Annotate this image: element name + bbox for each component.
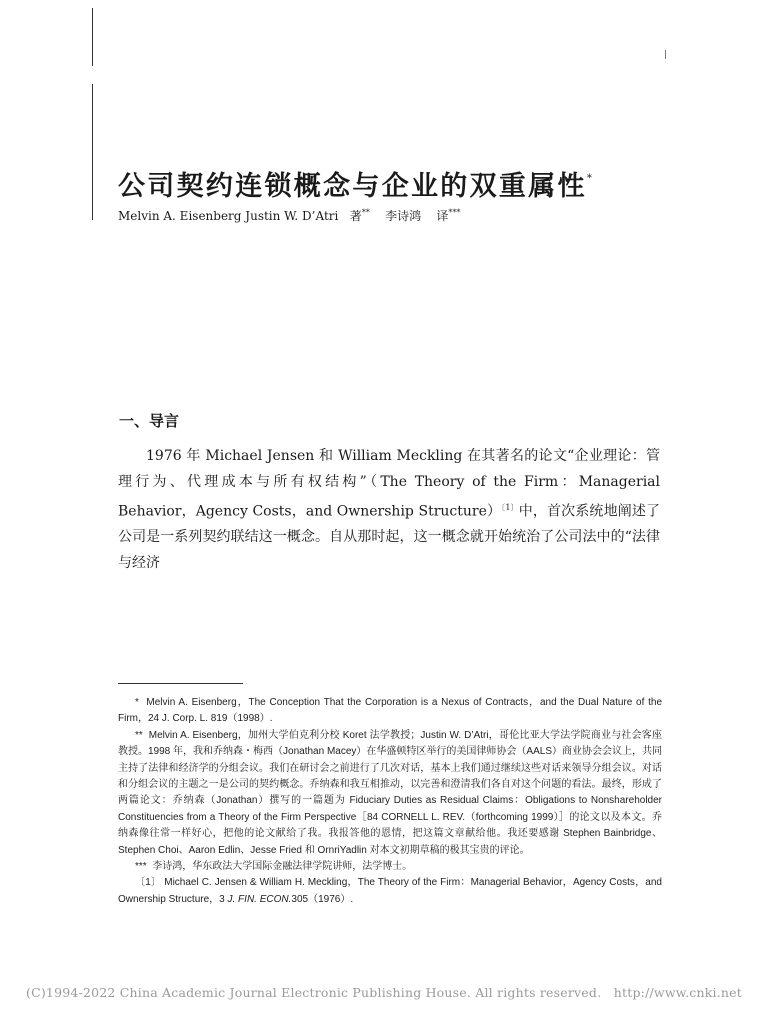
- article-title: [118, 164, 592, 203]
- paragraph-text-after-ref: 中，首次系统地阐述了公司是一系列契约联结这一概念。自从那时起，这一概念就开始统治了公司法中的“法律与经济: [118, 503, 661, 571]
- footnote-4-journal: J. FIN. ECON.: [227, 893, 292, 905]
- footnote-separator: [118, 683, 243, 684]
- reference-marker: 〔1〕: [501, 503, 519, 512]
- translator-name: 李诗鸿: [385, 209, 422, 223]
- author-line: [118, 207, 460, 224]
- footnote-3: [118, 859, 662, 875]
- footnote-1-text: Melvin A. Eisenberg，The Conception That the Corporation is a Nexus of Contracts，and the Dual Nature of the Firm，24 J. Corp. L. 819（1998）.: [118, 697, 662, 725]
- copyright-watermark: [0, 985, 768, 1000]
- footnote-4-text-end: 305（1976）.: [291, 893, 354, 905]
- title-text: 公司契约连锁概念与企业的双重属性: [118, 171, 587, 202]
- copyright-text: (C)1994-2022 China Academic Journal Electronic Publishing House. All rights reserved.: [26, 985, 602, 1000]
- margin-rule-title: [92, 84, 93, 220]
- footnote-4-text: Michael C. Jensen & William H. Meckling，The Theory of the Firm：Managerial Behavior，Agency Costs，and Ownership Structure，3: [118, 877, 662, 905]
- footnote-4: [118, 875, 662, 908]
- footnote-1-marker: *: [135, 697, 139, 708]
- footnote-4-marker: 〔1〕: [135, 877, 162, 889]
- translator-role: 译: [436, 209, 449, 223]
- scan-mark: [665, 50, 666, 59]
- section-heading: 一、导言: [119, 412, 180, 430]
- author-footnote-marker: **: [361, 208, 370, 217]
- body-paragraph: [118, 444, 660, 576]
- title-footnote-marker: *: [586, 173, 592, 184]
- footnote-2-text: Melvin A. Eisenberg，加州大学伯克利分校 Koret 法学教授；Justin W. D’Atri，哥伦比亚大学法学院商业与社会客座教授。1998 年，我和乔纳森・梅西（Jonathan Macey）在华盛顿特区举行的美国律师协会（AALS）商业协会会议上，共同主持了法律和经济学的分组会议。我们在研讨会之前进行了几次对话，基本上我们通过继续这些对话来领导分组会议。对话和分组会议的主题之一是公司的契约概念。乔纳森和我互相推动，以完善和澄清我们各自对这个问题的看法。最终，形成了两篇论文：乔纳森（Jonathan）撰写的一篇题为 Fiduciary Duties as Residual Claims：Obligations to Nonshareholder Constituencies from a Theory of the Firm Perspective［84 CORNELL L. REV.（forthcoming 1999）］的论文以及本文。乔纳森像往常一样好心，把他的论文献给了我。我报答他的恩情，把这篇文章献给他。我还要感谢 Stephen Bainbridge、Stephen Choi、Aaron Edlin、Jesse Fried 和 OrnriYadlin 对本文初期草稿的极其宝贵的评论。: [118, 729, 663, 856]
- footnote-2: [118, 728, 662, 859]
- footnotes: [118, 695, 662, 908]
- copyright-url: http://www.cnki.net: [613, 985, 742, 1000]
- footnote-1: [118, 695, 662, 728]
- footnote-3-marker: ***: [135, 861, 147, 873]
- margin-rule-top: [92, 8, 93, 66]
- translator-footnote-marker: ***: [448, 208, 461, 217]
- author-names: Melvin A. Eisenberg Justin W. D’Atri: [118, 209, 339, 223]
- paragraph-text-before-ref: 1976 年 Michael Jensen 和 William Meckling 在其著名的论文“企业理论：管理行为、代理成本与所有权结构”（The Theory of the Firm：Managerial Behavior，Agency Costs，and Ownership Structure）: [118, 448, 660, 520]
- footnote-2-marker: **: [135, 729, 143, 741]
- footnote-3-text: 李诗鸿，华东政法大学国际金融法律学院讲师，法学博士。: [152, 861, 413, 873]
- author-role: 著: [349, 209, 362, 223]
